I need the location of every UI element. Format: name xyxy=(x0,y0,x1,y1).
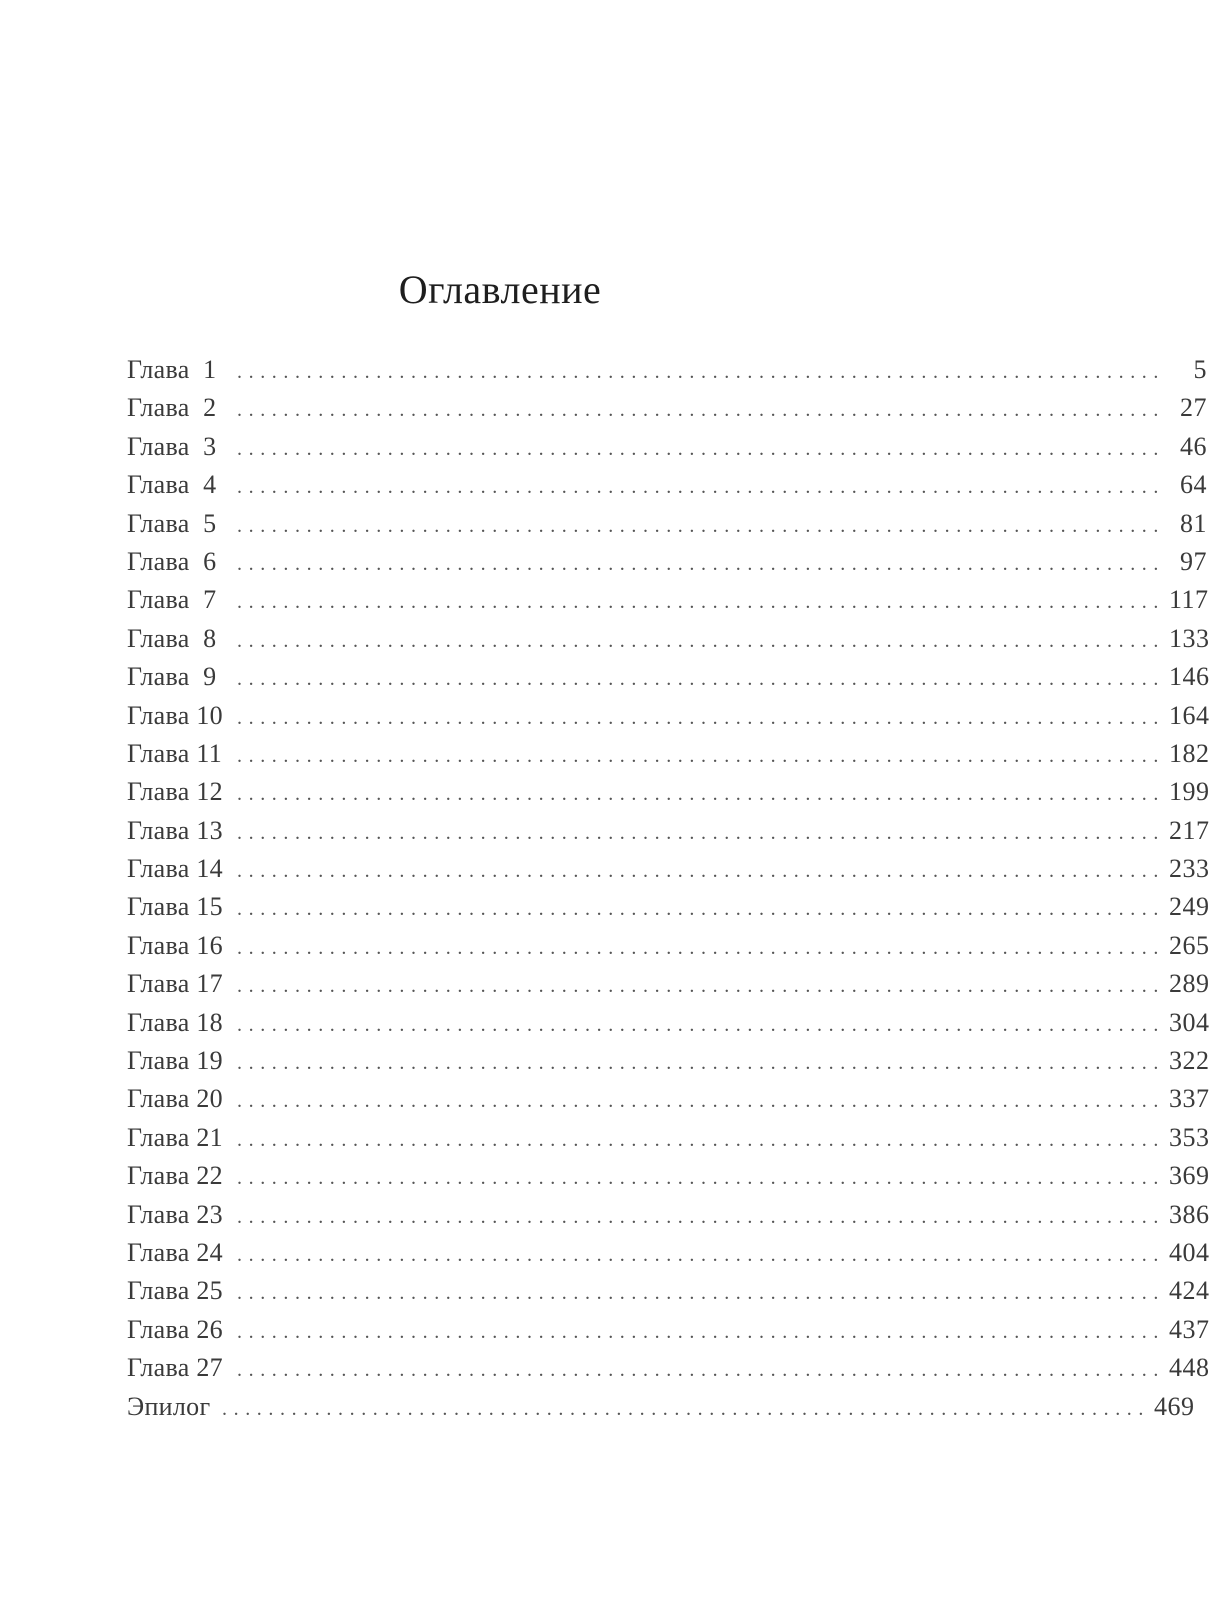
toc-entry-label: Глава 17 xyxy=(127,969,223,999)
toc-dot-leader: ................................................................................ xyxy=(237,783,1165,806)
toc-dot-leader: ................................................................................ xyxy=(237,476,1165,499)
toc-entry[interactable] xyxy=(127,854,1210,892)
toc-entry-label: Глава 5 xyxy=(127,508,217,538)
toc-entry-label: Глава 10 xyxy=(127,700,223,730)
toc-entry-page-number: 353 xyxy=(1169,1122,1210,1152)
toc-dot-leader: ................................................................................ xyxy=(237,1052,1165,1075)
toc-entry-label: Глава 14 xyxy=(127,854,223,884)
toc-entry-page-number: 404 xyxy=(1169,1237,1210,1267)
toc-entry-label: Глава 20 xyxy=(127,1084,223,1114)
toc-entry-label: Глава 3 xyxy=(127,431,217,461)
toc-entry[interactable] xyxy=(127,815,1210,854)
toc-dot-leader: ................................................................................ xyxy=(237,668,1165,691)
toc-entry-label: Глава 4 xyxy=(127,470,217,500)
toc-entry-label: Глава 25 xyxy=(127,1276,223,1306)
toc-entry-page-number: 199 xyxy=(1169,777,1210,807)
toc-entry-page-number: 5 xyxy=(1193,355,1207,384)
toc-dot-leader: ................................................................................ xyxy=(237,361,1165,383)
toc-entry-label: Глава 16 xyxy=(127,930,223,960)
toc-dot-leader: ................................................................................ xyxy=(237,1359,1165,1382)
toc-entry[interactable] xyxy=(127,431,1207,470)
toc-entry-label: Глава 7 xyxy=(127,585,217,615)
toc-entry-page-number: 164 xyxy=(1169,700,1210,730)
toc-dot-leader: ................................................................................ xyxy=(237,399,1165,422)
toc-entry[interactable] xyxy=(127,508,1207,547)
toc-dot-leader: ................................................................................ xyxy=(237,1205,1165,1228)
toc-entry-page-number: 97 xyxy=(1180,546,1207,576)
toc-dot-leader: ................................................................................ xyxy=(237,860,1165,883)
toc-entry[interactable] xyxy=(127,1314,1210,1353)
toc-entry[interactable] xyxy=(127,930,1210,969)
toc-entry[interactable] xyxy=(127,355,1207,393)
toc-entry-page-number: 117 xyxy=(1169,585,1209,615)
toc-entry-page-number: 233 xyxy=(1169,854,1210,884)
toc-entry-page-number: 322 xyxy=(1169,1046,1210,1076)
toc-dot-leader: ................................................................................ xyxy=(237,1282,1165,1305)
toc-entry-page-number: 469 xyxy=(1154,1391,1195,1421)
toc-entry[interactable] xyxy=(127,1046,1210,1084)
toc-entry-page-number: 369 xyxy=(1169,1161,1210,1191)
toc-dot-leader: ................................................................................ xyxy=(237,437,1165,460)
toc-dot-leader: ................................................................................ xyxy=(237,1128,1165,1151)
toc-entry[interactable] xyxy=(127,1353,1210,1391)
toc-entry[interactable] xyxy=(127,1199,1210,1238)
page-title: Оглавление xyxy=(398,267,602,312)
toc-dot-leader: ................................................................................ xyxy=(237,936,1165,959)
toc-entry-label: Глава 8 xyxy=(127,623,217,653)
toc-entry[interactable] xyxy=(127,393,1207,431)
toc-dot-leader: ................................................................................ xyxy=(237,1090,1165,1113)
table-of-contents xyxy=(127,355,1210,1430)
toc-entry-label: Глава 1 xyxy=(127,355,217,384)
toc-entry-label: Глава 2 xyxy=(127,393,217,423)
toc-entry[interactable] xyxy=(127,738,1210,777)
toc-entry[interactable] xyxy=(127,546,1207,585)
toc-entry-label: Глава 24 xyxy=(127,1237,223,1267)
toc-entry-page-number: 304 xyxy=(1169,1007,1210,1037)
toc-entry-page-number: 81 xyxy=(1180,508,1207,538)
toc-entry-page-number: 217 xyxy=(1169,815,1210,845)
toc-entry-label: Глава 21 xyxy=(127,1122,223,1152)
toc-entry[interactable] xyxy=(127,1276,1210,1314)
toc-entry-label: Глава 9 xyxy=(127,662,217,692)
toc-dot-leader: ................................................................................ xyxy=(237,821,1165,844)
toc-entry-page-number: 249 xyxy=(1169,892,1210,922)
toc-entry-label: Глава 19 xyxy=(127,1046,223,1076)
toc-entry-page-number: 27 xyxy=(1180,393,1207,423)
toc-dot-leader: ................................................................................ xyxy=(237,706,1165,729)
toc-entry[interactable] xyxy=(127,892,1210,930)
toc-entry-label: Глава 12 xyxy=(127,777,223,807)
toc-entry[interactable] xyxy=(127,1084,1210,1122)
toc-entry-page-number: 133 xyxy=(1169,623,1210,653)
toc-entry-label: Глава 27 xyxy=(127,1353,223,1383)
toc-entry-label: Глава 6 xyxy=(127,546,217,576)
toc-entry-page-number: 448 xyxy=(1169,1353,1210,1383)
toc-entry[interactable] xyxy=(127,777,1210,815)
toc-entry[interactable] xyxy=(127,969,1210,1007)
toc-entry-page-number: 265 xyxy=(1169,930,1210,960)
toc-entry[interactable] xyxy=(127,700,1210,739)
toc-entry[interactable] xyxy=(127,1391,1195,1430)
toc-entry-label: Глава 23 xyxy=(127,1199,223,1229)
toc-entry[interactable] xyxy=(127,470,1207,508)
toc-dot-leader: ................................................................................ xyxy=(237,591,1165,614)
toc-entry-page-number: 424 xyxy=(1169,1276,1210,1306)
toc-entry-page-number: 46 xyxy=(1180,431,1207,461)
toc-entry-page-number: 437 xyxy=(1169,1314,1210,1344)
toc-entry-label: Глава 22 xyxy=(127,1161,223,1191)
toc-entry-label: Глава 15 xyxy=(127,892,223,922)
toc-dot-leader: ................................................................................ xyxy=(237,975,1165,998)
toc-dot-leader: ................................................................................ xyxy=(237,1320,1165,1343)
toc-dot-leader: ................................................................................ xyxy=(237,552,1165,575)
toc-dot-leader: ................................................................................ xyxy=(237,898,1165,921)
toc-entry[interactable] xyxy=(127,1161,1210,1199)
toc-dot-leader: ................................................................................ xyxy=(237,744,1165,767)
toc-entry-page-number: 386 xyxy=(1169,1199,1210,1229)
toc-dot-leader: ................................................................................ xyxy=(237,1013,1165,1036)
toc-dot-leader: ................................................................................ xyxy=(237,1243,1165,1266)
toc-entry[interactable] xyxy=(127,1122,1210,1161)
toc-entry-label: Глава 18 xyxy=(127,1007,223,1037)
toc-dot-leader: ................................................................................ xyxy=(237,629,1165,652)
toc-entry[interactable] xyxy=(127,585,1209,623)
toc-entry-label: Глава 13 xyxy=(127,815,223,845)
toc-entry[interactable] xyxy=(127,623,1210,662)
toc-entry-page-number: 64 xyxy=(1180,470,1207,500)
toc-dot-leader: ................................................................................ xyxy=(237,1167,1165,1190)
toc-entry-label: Эпилог xyxy=(127,1391,211,1421)
toc-entry-page-number: 182 xyxy=(1169,738,1210,768)
toc-entry-page-number: 289 xyxy=(1169,969,1210,999)
toc-entry-label: Глава 26 xyxy=(127,1314,223,1344)
toc-dot-leader: ................................................................................ xyxy=(237,514,1165,537)
toc-entry[interactable] xyxy=(127,1007,1210,1046)
toc-entry[interactable] xyxy=(127,1237,1210,1276)
toc-entry-page-number: 146 xyxy=(1169,662,1210,692)
toc-entry[interactable] xyxy=(127,662,1210,700)
toc-entry-page-number: 337 xyxy=(1169,1084,1210,1114)
toc-dot-leader: ................................................................................ xyxy=(222,1397,1150,1420)
toc-entry-label: Глава 11 xyxy=(127,738,222,768)
